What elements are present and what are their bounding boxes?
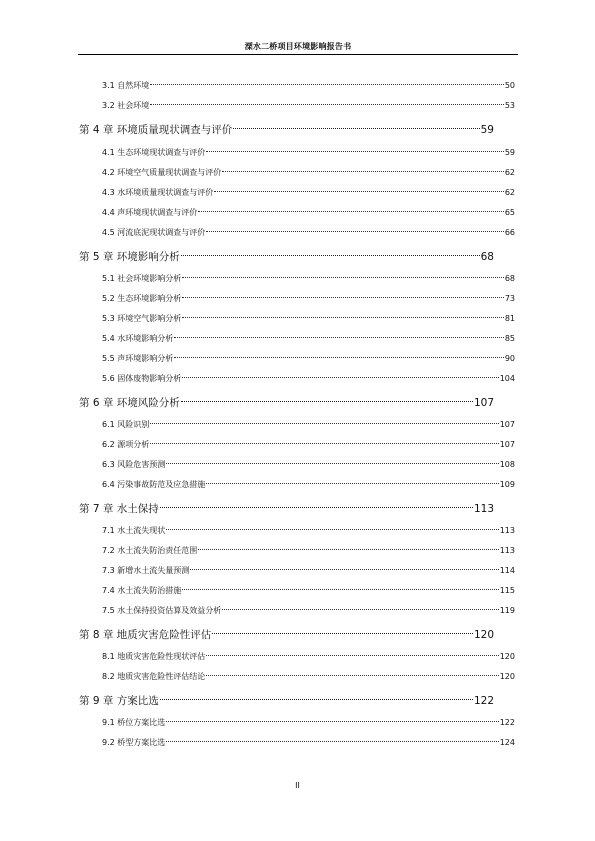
toc-section-entry[interactable] (102, 438, 515, 450)
toc-entry-page-number: 107 (499, 440, 515, 449)
toc-entry-label: 4.2 环境空气质量现状调查与评价 (102, 168, 222, 177)
toc-section-entry[interactable] (102, 584, 515, 596)
toc-entry-page-number: 122 (473, 694, 494, 707)
toc-section-entry[interactable] (102, 418, 515, 430)
toc-entry-page-number: 65 (504, 208, 515, 217)
toc-dot-leader (206, 475, 498, 484)
toc-entry-label: 第 4 章 环境质量现状调查与评价 (79, 123, 233, 136)
toc-section-entry[interactable] (102, 186, 515, 198)
toc-dot-leader (206, 143, 504, 152)
toc-dot-leader (174, 349, 504, 358)
toc-entry-label: 5.6 固体废物影响分析 (102, 374, 182, 383)
toc-dot-leader (174, 329, 504, 338)
toc-section-entry[interactable] (102, 524, 515, 536)
toc-dot-leader (150, 415, 498, 424)
toc-section-entry[interactable] (102, 544, 515, 556)
toc-section-entry[interactable] (102, 99, 515, 111)
running-header: 溧水二桥项目环境影响报告书 (244, 42, 352, 51)
toc-section-entry[interactable] (102, 206, 515, 218)
toc-entry-label: 第 7 章 水土保持 (79, 502, 159, 515)
toc-entry-label: 7.2 水土流失防治责任范围 (102, 546, 198, 555)
toc-entry-label: 6.2 源项分析 (102, 440, 150, 449)
toc-section-entry[interactable] (102, 604, 515, 616)
toc-entry-label: 5.5 声环境影响分析 (102, 354, 174, 363)
toc-dot-leader (160, 496, 473, 508)
toc-entry-label: 第 8 章 地质灾害危险性评估 (79, 628, 212, 641)
toc-entry-label: 3.1 自然环境 (102, 81, 150, 90)
toc-entry-label: 4.3 水环境质量现状调查与评价 (102, 188, 214, 197)
toc-entry-page-number: 113 (473, 502, 494, 515)
toc-entry-label: 6.1 风险识别 (102, 420, 150, 429)
toc-entry-label: 4.1 生态环境现状调查与评价 (102, 148, 206, 157)
toc-entry-page-number: 85 (504, 334, 515, 343)
toc-entry-label: 4.4 声环境现状调查与评价 (102, 208, 198, 217)
toc-chapter-entry[interactable] (79, 248, 494, 264)
toc-dot-leader (190, 561, 498, 570)
toc-section-entry[interactable] (102, 166, 515, 178)
toc-dot-leader (206, 667, 498, 676)
toc-section-entry[interactable] (102, 478, 515, 490)
toc-entry-page-number: 62 (504, 168, 515, 177)
toc-entry-label: 第 9 章 方案比选 (79, 694, 159, 707)
toc-entry-label: 7.3 新增水土流失量预测 (102, 566, 190, 575)
toc-entry-page-number: 66 (504, 228, 515, 237)
toc-dot-leader (233, 117, 479, 129)
toc-dot-leader (182, 369, 498, 378)
toc-dot-leader (181, 390, 473, 402)
toc-dot-leader (166, 733, 498, 742)
toc-entry-label: 5.1 社会环境影响分析 (102, 274, 182, 283)
toc-entry-label: 6.4 污染事故防范及应急措施 (102, 480, 206, 489)
toc-entry-page-number: 53 (504, 101, 515, 110)
toc-entry-page-number: 59 (504, 148, 515, 157)
toc-dot-leader (166, 521, 498, 530)
toc-entry-page-number: 104 (499, 374, 515, 383)
toc-section-entry[interactable] (102, 736, 515, 748)
toc-entry-page-number: 120 (499, 672, 515, 681)
toc-section-entry[interactable] (102, 292, 515, 304)
toc-dot-leader (222, 601, 498, 610)
toc-chapter-entry[interactable] (79, 121, 494, 137)
toc-section-entry[interactable] (102, 272, 515, 284)
toc-entry-label: 7.1 水土流失现状 (102, 526, 166, 535)
header-rule (78, 54, 518, 55)
toc-entry-page-number: 59 (480, 123, 494, 136)
toc-section-entry[interactable] (102, 79, 515, 91)
toc-dot-leader (166, 713, 498, 722)
toc-entry-label: 第 6 章 环境风险分析 (79, 396, 180, 409)
toc-dot-leader (181, 244, 480, 256)
toc-dot-leader (150, 435, 498, 444)
toc-chapter-entry[interactable] (79, 500, 494, 516)
toc-chapter-entry[interactable] (79, 692, 494, 708)
toc-section-entry[interactable] (102, 372, 515, 384)
toc-entry-label: 8.2 地质灾害危险性评估结论 (102, 672, 206, 681)
toc-section-entry[interactable] (102, 458, 515, 470)
toc-entry-label: 4.5 河流底泥现状调查与评价 (102, 228, 206, 237)
toc-dot-leader (212, 622, 473, 634)
toc-entry-page-number: 90 (504, 354, 515, 363)
toc-section-entry[interactable] (102, 670, 515, 682)
toc-dot-leader (150, 76, 504, 85)
toc-dot-leader (222, 163, 504, 172)
toc-entry-page-number: 124 (499, 738, 515, 747)
toc-entry-label: 9.1 桥位方案比选 (102, 718, 166, 727)
toc-section-entry[interactable] (102, 650, 515, 662)
toc-dot-leader (166, 455, 498, 464)
toc-entry-page-number: 120 (499, 652, 515, 661)
toc-entry-page-number: 107 (473, 396, 494, 409)
toc-section-entry[interactable] (102, 352, 515, 364)
toc-entry-label: 6.3 风险危害预测 (102, 460, 166, 469)
toc-dot-leader (182, 269, 504, 278)
toc-entry-page-number: 107 (499, 420, 515, 429)
toc-entry-page-number: 115 (499, 586, 515, 595)
toc-entry-page-number: 114 (499, 566, 515, 575)
toc-entry-label: 第 5 章 环境影响分析 (79, 250, 180, 263)
toc-entry-page-number: 109 (499, 480, 515, 489)
toc-chapter-entry[interactable] (79, 394, 494, 410)
toc-entry-label: 5.3 环境空气影响分析 (102, 314, 182, 323)
toc-section-entry[interactable] (102, 226, 515, 238)
toc-entry-page-number: 68 (504, 274, 515, 283)
toc-entry-label: 7.4 水土流失防治措施 (102, 586, 182, 595)
toc-entry-label: 9.2 桥型方案比选 (102, 738, 166, 747)
toc-entry-page-number: 73 (504, 294, 515, 303)
toc-section-entry[interactable] (102, 312, 515, 324)
toc-dot-leader (182, 581, 498, 590)
page-number: II (295, 781, 300, 790)
toc-dot-leader (198, 203, 504, 212)
toc-entry-page-number: 113 (499, 526, 515, 535)
toc-section-entry[interactable] (102, 716, 515, 728)
toc-entry-page-number: 122 (499, 718, 515, 727)
toc-dot-leader (182, 309, 504, 318)
toc-entry-page-number: 81 (504, 314, 515, 323)
toc-dot-leader (198, 541, 498, 550)
toc-entry-label: 8.1 地质灾害危险性现状评估 (102, 652, 206, 661)
toc-entry-label: 5.2 生态环境影响分析 (102, 294, 182, 303)
toc-entry-label: 3.2 社会环境 (102, 101, 150, 110)
toc-chapter-entry[interactable] (79, 626, 494, 642)
toc-section-entry[interactable] (102, 146, 515, 158)
toc-dot-leader (214, 183, 504, 192)
toc-entry-page-number: 50 (504, 81, 515, 90)
toc-section-entry[interactable] (102, 332, 515, 344)
toc-entry-page-number: 119 (499, 606, 515, 615)
toc-dot-leader (150, 96, 504, 105)
toc-dot-leader (206, 647, 498, 656)
toc-entry-label: 7.5 水土保持投资估算及效益分析 (102, 606, 222, 615)
toc-entry-page-number: 120 (473, 628, 494, 641)
toc-entry-page-number: 113 (499, 546, 515, 555)
toc-dot-leader (182, 289, 504, 298)
toc-entry-label: 5.4 水环境影响分析 (102, 334, 174, 343)
toc-dot-leader (206, 223, 504, 232)
toc-entry-page-number: 108 (499, 460, 515, 469)
toc-section-entry[interactable] (102, 564, 515, 576)
toc-entry-page-number: 62 (504, 188, 515, 197)
toc-dot-leader (160, 688, 473, 700)
toc-entry-page-number: 68 (480, 250, 494, 263)
